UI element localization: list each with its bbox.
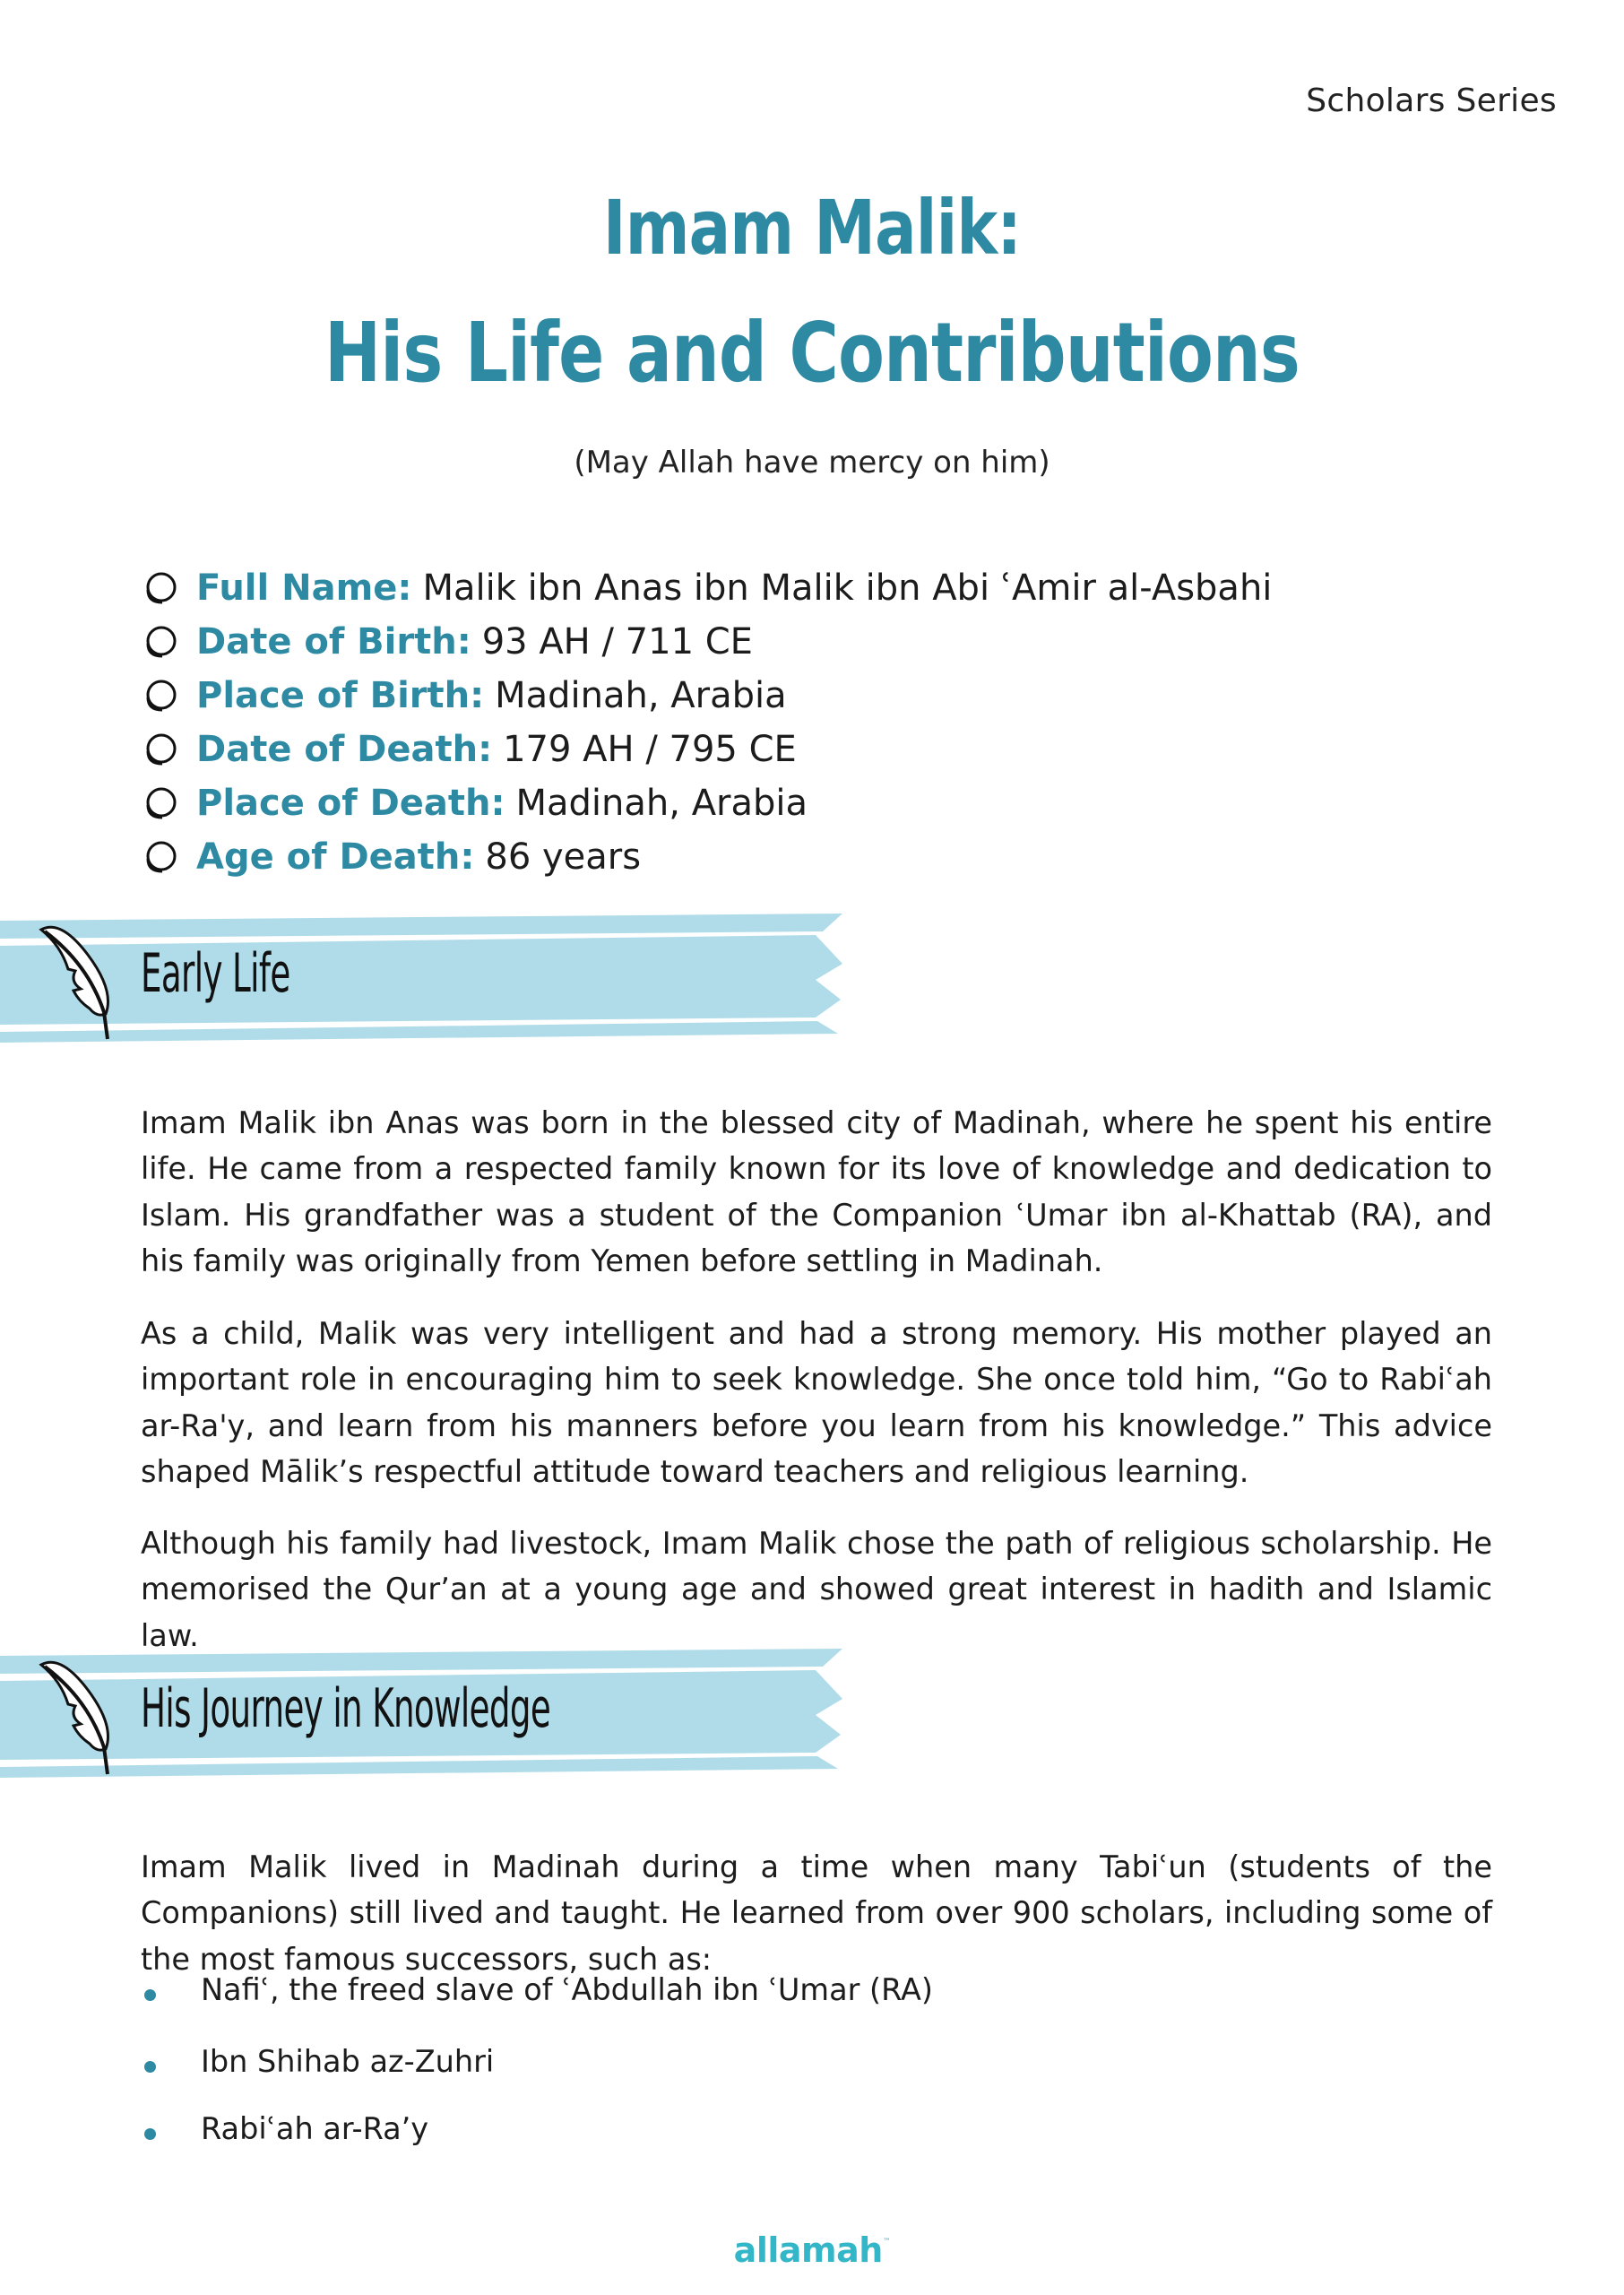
bullet-dot-icon [144, 2128, 156, 2140]
paragraph: Although his family had livestock, Imam Malik chose the path of religious scholarship. He memorised the Qur’an at a young age and showed great interest in hadith and Islamic law. [141, 1525, 1492, 1653]
info-row-date-of-death [141, 723, 1272, 776]
paragraph: As a child, Malik was very intelligent and had a strong memory. His mother played an important role in encouraging him to seek knowledge. She once told him, “Go to Rabiʿah ar-Ra'y, and learn from his manners before you learn from his knowledge.” This advice shaped Mālik’s respectful attitude toward teachers and religious learning. [141, 1315, 1492, 1489]
info-value: Madinah, Arabia [515, 783, 808, 824]
circle-bullet-icon [141, 676, 180, 715]
info-row-full-name [141, 561, 1272, 615]
info-value: Malik ibn Anas ibn Malik ibn Abi ʿAmir al-Asbahi [422, 567, 1273, 609]
bullet-dot-icon [144, 1989, 156, 2001]
circle-bullet-icon [141, 784, 180, 823]
info-label: Place of Death: [196, 783, 505, 824]
circle-bullet-icon [141, 622, 180, 662]
circle-bullet-icon [141, 568, 180, 608]
paragraph: Imam Malik ibn Anas was born in the blessed city of Madinah, where he spent his entire life. He came from a respected family known for its love of knowledge and dedication to Islam. His grandfather was a student of the Companion ʿUmar ibn al-Khattab (RA), and his family was originally from Yemen before settling in Madinah. [141, 1104, 1492, 1278]
info-label: Place of Birth: [196, 675, 485, 716]
footer-logo [0, 2230, 1624, 2270]
feather-icon [34, 1654, 124, 1780]
info-label: Date of Death: [196, 729, 493, 770]
section-heading: His Journey in Knowledge [141, 1677, 551, 1740]
info-value: 179 AH / 795 CE [503, 729, 797, 770]
info-row-place-of-death [141, 776, 1272, 830]
list-item-text: Nafiʿ, the freed slave of ʿAbdullah ibn ʿUmar (RA) [201, 1972, 933, 2007]
page-title-line2: His Life and Contributions [324, 305, 1300, 401]
info-row-date-of-birth [141, 615, 1272, 669]
section-banner-journey [0, 1645, 851, 1780]
info-label: Full Name: [196, 567, 412, 609]
page-title-line1: Imam Malik: [602, 184, 1022, 272]
info-label: Date of Birth: [196, 621, 471, 663]
info-value: 93 AH / 711 CE [481, 621, 753, 663]
paragraph: Imam Malik lived in Madinah during a time when many Tabiʿun (students of the Companions) still lived and taught. He learned from over 900 scholars, including some of the most famous successors, such as: [141, 1849, 1492, 1977]
info-row-place-of-birth [141, 669, 1272, 723]
section-heading: Early Life [141, 942, 290, 1005]
series-label: Scholars Series [1306, 82, 1557, 119]
info-value: Madinah, Arabia [495, 675, 787, 716]
circle-bullet-icon [141, 837, 180, 877]
feather-icon [34, 919, 124, 1044]
page-subtitle: (May Allah have mercy on him) [574, 445, 1050, 481]
trademark: ™ [882, 2238, 891, 2247]
circle-bullet-icon [141, 730, 180, 769]
bullet-dot-icon [144, 2061, 156, 2073]
list-item-text: Rabiʿah ar-Ra’y [201, 2111, 429, 2146]
section-banner-early-life [0, 910, 851, 1044]
info-row-age-of-death [141, 830, 1272, 884]
info-list [141, 561, 1272, 884]
info-value: 86 years [485, 836, 642, 878]
banner-ribbon [0, 910, 851, 1044]
list-item-text: Ibn Shihab az-Zuhri [201, 2044, 495, 2079]
logo-text: allamah [733, 2230, 883, 2270]
info-label: Age of Death: [196, 836, 475, 878]
